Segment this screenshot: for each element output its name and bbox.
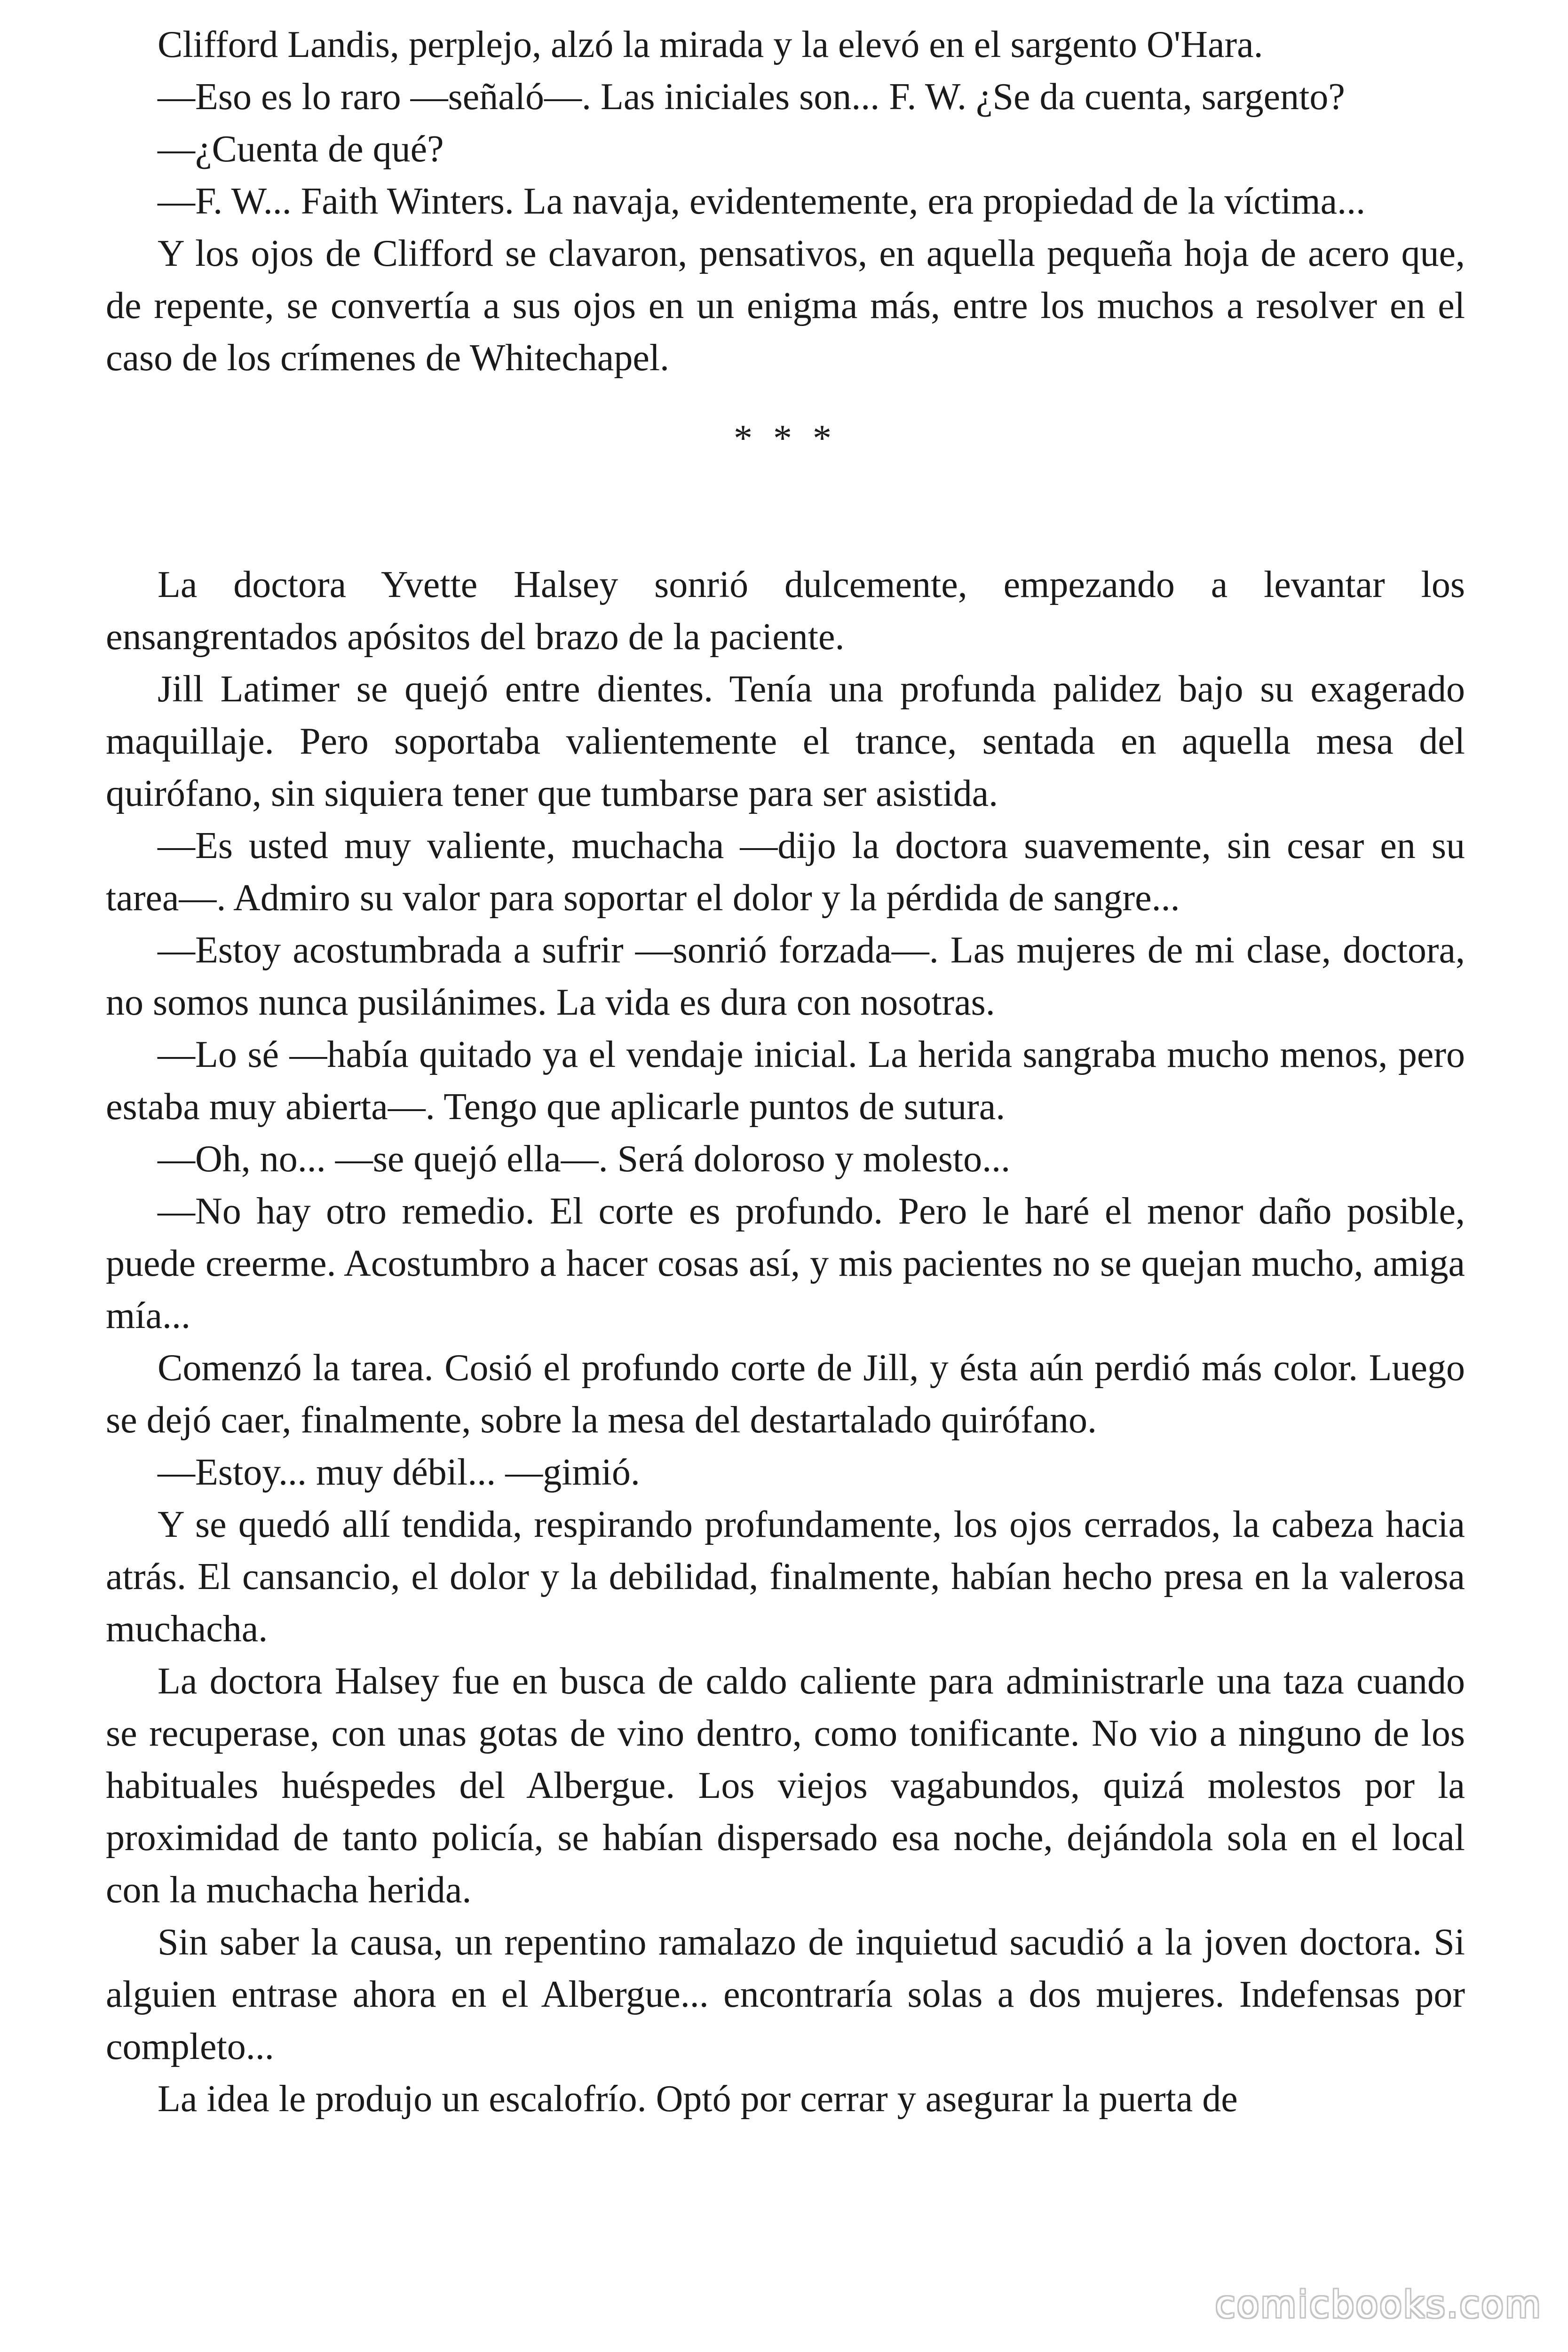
watermark: comicbooks.com [1215, 2284, 1542, 2326]
paragraph: —Estoy acostumbrada a sufrir —sonrió forzada—. Las mujeres de mi clase, doctora, no somos nunca pusilánimes. La vida es dura con nosotras. [106, 930, 1465, 1023]
paragraph: —F. W... Faith Winters. La navaja, evidentemente, era propiedad de la víctima... [158, 181, 1366, 222]
paragraph: Jill Latimer se quejó entre dientes. Tenía una profunda palidez bajo su exagerado maquillaje. Pero soportaba valientemente el trance, sentada en aquella mesa del quirófano, sin siquiera tener que tumbarse para ser asistida. [106, 668, 1465, 814]
paragraph: —No hay otro remedio. El corte es profundo. Pero le haré el menor daño posible, puede creerme. Acostumbro a hacer cosas así, y mis pacientes no se quejan mucho, amiga mía... [106, 1191, 1465, 1336]
book-page [106, 19, 1465, 2125]
paragraph: —Es usted muy valiente, muchacha —dijo la doctora suavemente, sin cesar en su tarea—. Admiro su valor para soportar el dolor y la pérdida de sangre... [106, 825, 1465, 919]
paragraph: —¿Cuenta de qué? [158, 128, 444, 170]
paragraph: —Lo sé —había quitado ya el vendaje inicial. La herida sangraba mucho menos, pero estaba muy abierta—. Tengo que aplicarle puntos de sutura. [106, 1034, 1465, 1128]
paragraph: Sin saber la causa, un repentino ramalazo de inquietud sacudió a la joven doctora. Si alguien entrase ahora en el Albergue... encontraría solas a dos mujeres. Indefensas por completo... [106, 1922, 1465, 2067]
scene-separator: * * * [734, 418, 837, 459]
paragraph: Y se quedó allí tendida, respirando profundamente, los ojos cerrados, la cabeza hacia atrás. El cansancio, el dolor y la debilidad, finalmente, habían hecho presa en la valerosa muchacha. [106, 1504, 1465, 1650]
paragraph: La doctora Yvette Halsey sonrió dulcemente, empezando a levantar los ensangrentados apósitos del brazo de la paciente. [106, 564, 1465, 658]
paragraph: Y los ojos de Clifford se clavaron, pensativos, en aquella pequeña hoja de acero que, de repente, se convertía a sus ojos en un enigma más, entre los muchos a resolver en el caso de los crímenes de Whitechapel. [106, 233, 1465, 379]
paragraph: La doctora Halsey fue en busca de caldo caliente para administrarle una taza cuando se recuperase, con unas gotas de vino dentro, como tonificante. No vio a ninguno de los habituales huéspedes del Albergue. Los viejos vagabundos, quizá molestos por la proximidad de tanto policía, se habían dispersado esa noche, dejándola sola en el local con la muchacha herida. [106, 1661, 1465, 1911]
paragraph: Comenzó la tarea. Cosió el profundo corte de Jill, y ésta aún perdió más color. Luego se dejó caer, finalmente, sobre la mesa del destartalado quirófano. [106, 1347, 1465, 1441]
paragraph: —Estoy... muy débil... —gimió. [158, 1452, 640, 1493]
paragraph: —Eso es lo raro —señaló—. Las iniciales son... F. W. ¿Se da cuenta, sargento? [158, 76, 1345, 118]
paragraph: —Oh, no... —se quejó ella—. Será doloroso y molesto... [158, 1138, 1011, 1180]
paragraph: La idea le produjo un escalofrío. Optó por cerrar y asegurar la puerta de [158, 2078, 1238, 2120]
paragraph: Clifford Landis, perplejo, alzó la mirada y la elevó en el sargento O'Hara. [158, 24, 1263, 65]
